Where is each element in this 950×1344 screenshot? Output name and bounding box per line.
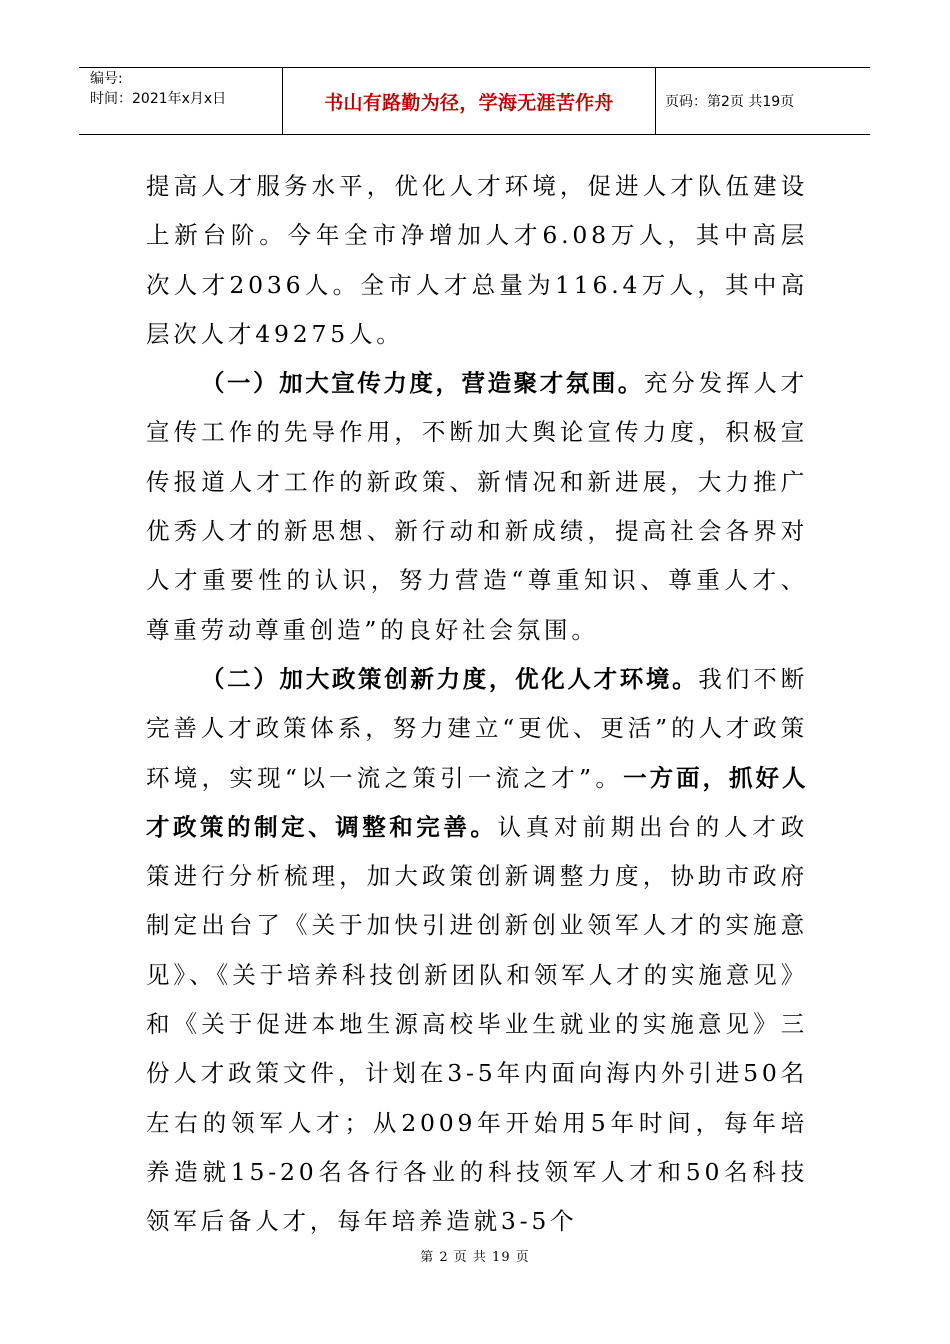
- time-label: 时间：2021年x月x日: [90, 91, 227, 107]
- paragraph-3: [146, 655, 808, 1247]
- header-motto-cell: [283, 68, 656, 134]
- page-header: [79, 67, 870, 135]
- paragraph-3-text-1: 我们不断完善人才政策体系，努力建立“更优、更活”的人才政策环境，实现“以一流之策引一流之才”。: [146, 664, 808, 792]
- header-meta: [79, 68, 283, 134]
- paragraph-3-text-2: 认真对前期出台的人才政策进行分析梳理，加大政策创新调整力度，协助市政府制定出台了《关于加快引进创新创业领军人才的实施意见》、《关于培养科技创新团队和领军人才的实施意见》和《关于促进本地生源高校毕业生就业的实施意见》三份人才政策文件，计划在3-5年内面向海内外引进50名左右的领军人才；从2009年开始用5年时间，每年培养造就15-20名各行各业的科技领军人才和50名科技领军后备人才，每年培养造就3-5个: [146, 812, 808, 1236]
- section-heading-1: （一）加大宣传力度，营造聚才氛围。: [201, 369, 644, 398]
- paragraph-2: [146, 359, 808, 655]
- serial-label: 编号:: [90, 71, 123, 87]
- section-heading-2: （二）加大政策创新力度，优化人才环境。: [201, 664, 699, 693]
- header-page-cell: [656, 68, 870, 134]
- motto: 书山有路勤为径，学海无涯苦作舟: [324, 91, 614, 114]
- subpoint-heading-1: 一方面，抓好人才政策的制定、调整和完善。: [146, 763, 808, 841]
- paragraph-1: 提高人才服务水平，优化人才环境，促进人才队伍建设上新台阶。今年全市净增加人才6.08万人，其中高层次人才2036人。全市人才总量为116.4万人，其中高层次人才49275人。: [146, 172, 808, 348]
- document-body: [146, 162, 808, 1247]
- page-info: 页码：第2页 共19页: [665, 94, 795, 110]
- paragraph-2-text: 充分发挥人才宣传工作的先导作用，不断加大舆论宣传力度，积极宣传报道人才工作的新政策、新情况和新进展，大力推广优秀人才的新思想、新行动和新成绩，提高社会各界对人才重要性的认识，努力营造“尊重知识、尊重人才、尊重劳动尊重创造”的良好社会氛围。: [146, 369, 808, 644]
- page-footer: 第 2 页 共 19 页: [420, 1250, 530, 1265]
